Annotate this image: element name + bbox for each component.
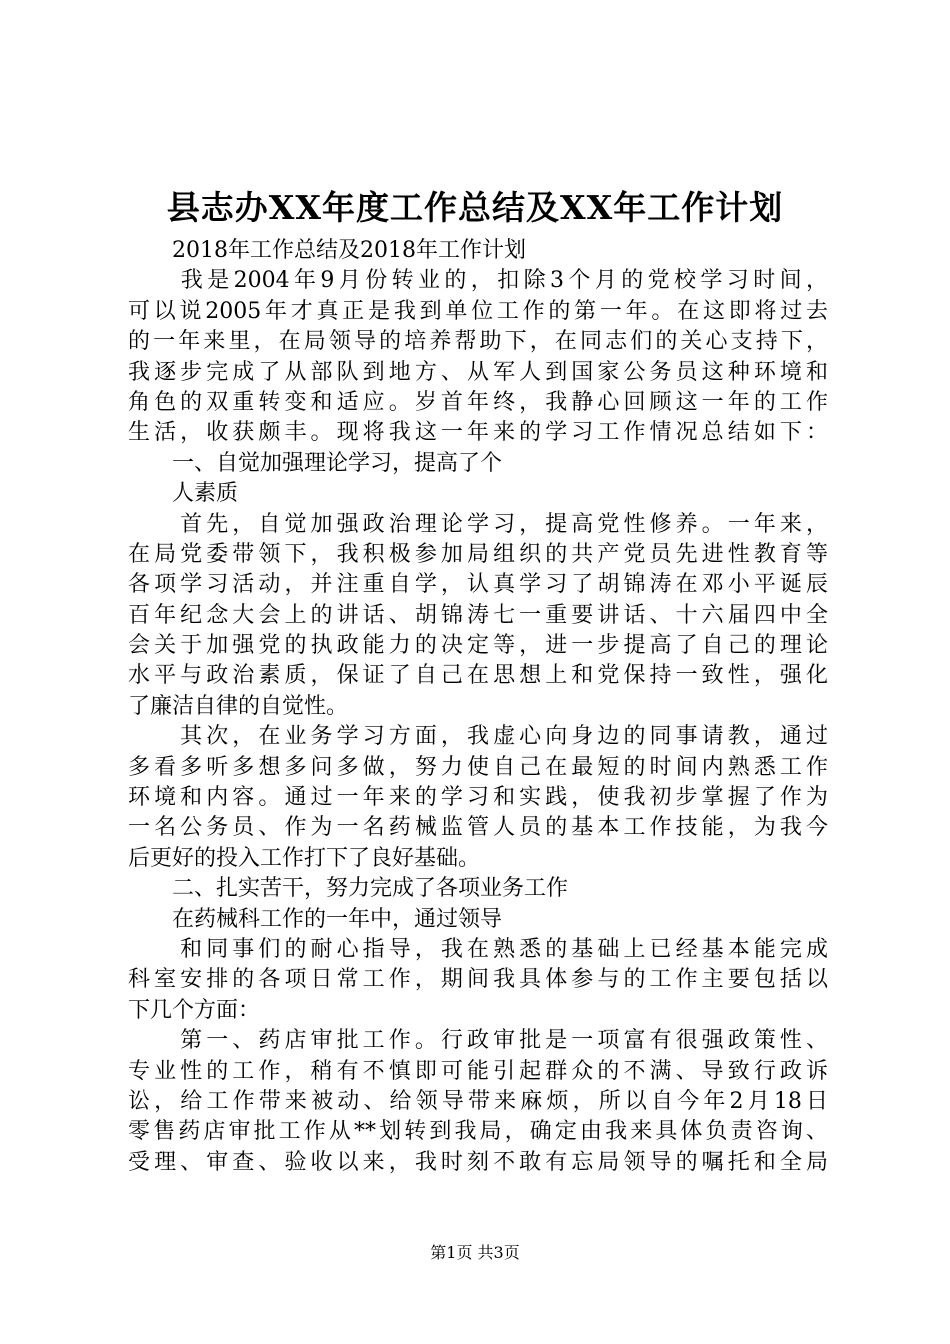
- body-line: 环境和内容。通过一年来的学习和实践，使我初步掌握了作为: [128, 785, 828, 811]
- body-line: 各项学习活动，并注重自学，认真学习了胡锦涛在邓小平诞辰: [128, 572, 828, 598]
- body-line: 下几个方面：: [128, 997, 261, 1023]
- body-line: 会关于加强党的执政能力的决定等，进一步提高了自己的理论: [128, 633, 828, 659]
- body-line: 可以说2005年才真正是我到单位工作的第一年。在这即将过去: [128, 298, 828, 324]
- document-body: [128, 236, 828, 1178]
- body-line: 一名公务员、作为一名药械监管人员的基本工作技能，为我今: [128, 815, 828, 841]
- body-line: 二、扎实苦干，努力完成了各项业务工作: [128, 876, 569, 902]
- body-line: 角色的双重转变和适应。岁首年终，我静心回顾这一年的工作: [128, 389, 828, 415]
- body-line: 零售药店审批工作从**划转到我局，确定由我来具体负责咨询、: [128, 1119, 828, 1145]
- body-line: 水平与政治素质，保证了自己在思想上和党保持一致性，强化: [128, 663, 828, 689]
- body-line: 第一、药店审批工作。行政审批是一项富有很强政策性、: [128, 1028, 828, 1054]
- body-line: 首先，自觉加强政治理论学习，提高党性修养。一年来，: [128, 511, 828, 537]
- body-line: 讼，给工作带来被动、给领导带来麻烦，所以自今年2月18日: [128, 1088, 828, 1114]
- body-line: 生活，收获颇丰。现将我这一年来的学习工作情况总结如下：: [128, 420, 828, 446]
- body-line: 在药械科工作的一年中，通过领导: [128, 906, 503, 932]
- body-line: 科室安排的各项日常工作，期间我具体参与的工作主要包括以: [128, 967, 828, 993]
- body-line: 受理、审查、验收以来，我时刻不敢有忘局领导的嘱托和全局: [128, 1149, 828, 1175]
- body-line: 百年纪念大会上的讲话、胡锦涛七一重要讲话、十六届四中全: [128, 602, 828, 628]
- body-line: 一、自觉加强理论学习，提高了个: [128, 450, 503, 476]
- page-number: 第1页 共3页: [430, 1243, 520, 1262]
- body-line: 我逐步完成了从部队到地方、从军人到国家公务员这种环境和: [128, 359, 828, 385]
- body-line: 2018年工作总结及2018年工作计划: [128, 238, 526, 263]
- document-title: 县志办XX年度工作总结及XX年工作计划: [166, 188, 784, 227]
- body-line: 后更好的投入工作打下了良好基础。: [128, 845, 481, 871]
- body-line: 其次，在业务学习方面，我虚心向身边的同事请教，通过: [128, 724, 828, 750]
- body-line: 的一年来里，在局领导的培养帮助下，在同志们的关心支持下，: [128, 329, 828, 355]
- body-line: 在局党委带领下，我积极参加局组织的共产党员先进性教育等: [128, 541, 828, 567]
- body-line: 专业性的工作，稍有不慎即可能引起群众的不满、导致行政诉: [128, 1058, 828, 1084]
- body-line: 和同事们的耐心指导，我在熟悉的基础上已经基本能完成: [128, 936, 828, 962]
- body-line: 了廉洁自律的自觉性。: [128, 693, 349, 719]
- body-line: 人素质: [128, 481, 239, 507]
- body-line: 多看多听多想多问多做，努力使自己在最短的时间内熟悉工作: [128, 754, 828, 780]
- body-line: 我是2004年9月份转业的，扣除3个月的党校学习时间，: [128, 268, 828, 294]
